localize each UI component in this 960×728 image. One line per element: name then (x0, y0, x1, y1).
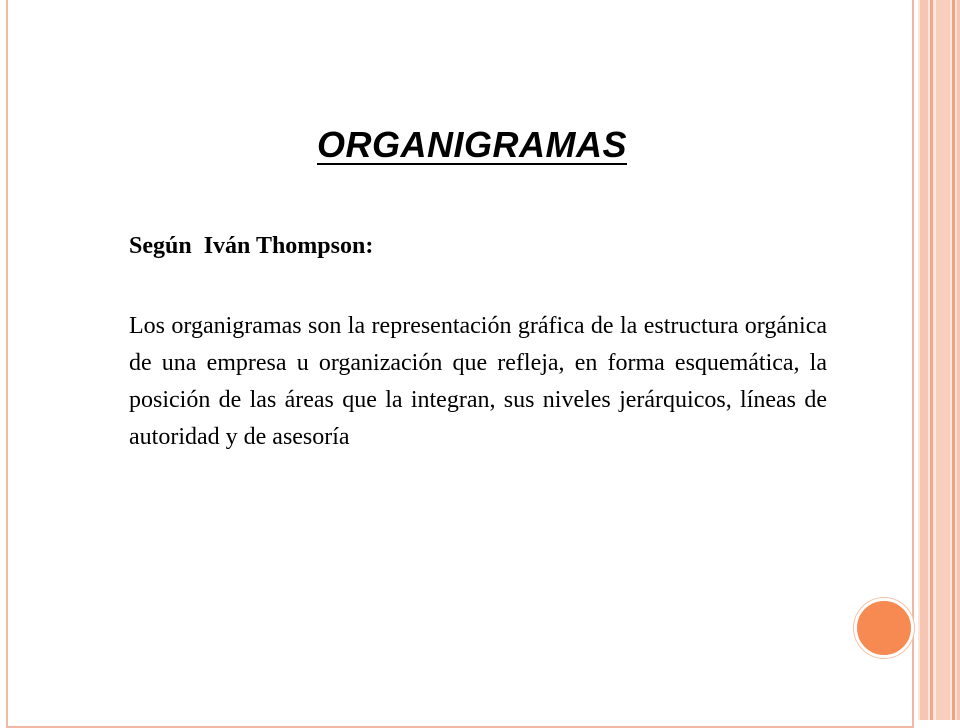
decorative-stripe (930, 0, 933, 720)
slide-title: ORGANIGRAMAS (317, 124, 627, 165)
decorative-stripe (936, 0, 950, 720)
decorative-stripe (920, 0, 928, 720)
accent-circle (854, 598, 914, 658)
slide-subtitle: Según Iván Thompson: (129, 233, 374, 259)
slide-body-text: Los organigramas son la representación gráfica de la estructura orgánica de una empresa u organización que refleja, en forma esquemática, la posición de las áreas que la integran, sus niveles jerárquicos, líneas de autoridad y de asesoría (129, 313, 827, 450)
decorative-stripe (952, 0, 955, 720)
